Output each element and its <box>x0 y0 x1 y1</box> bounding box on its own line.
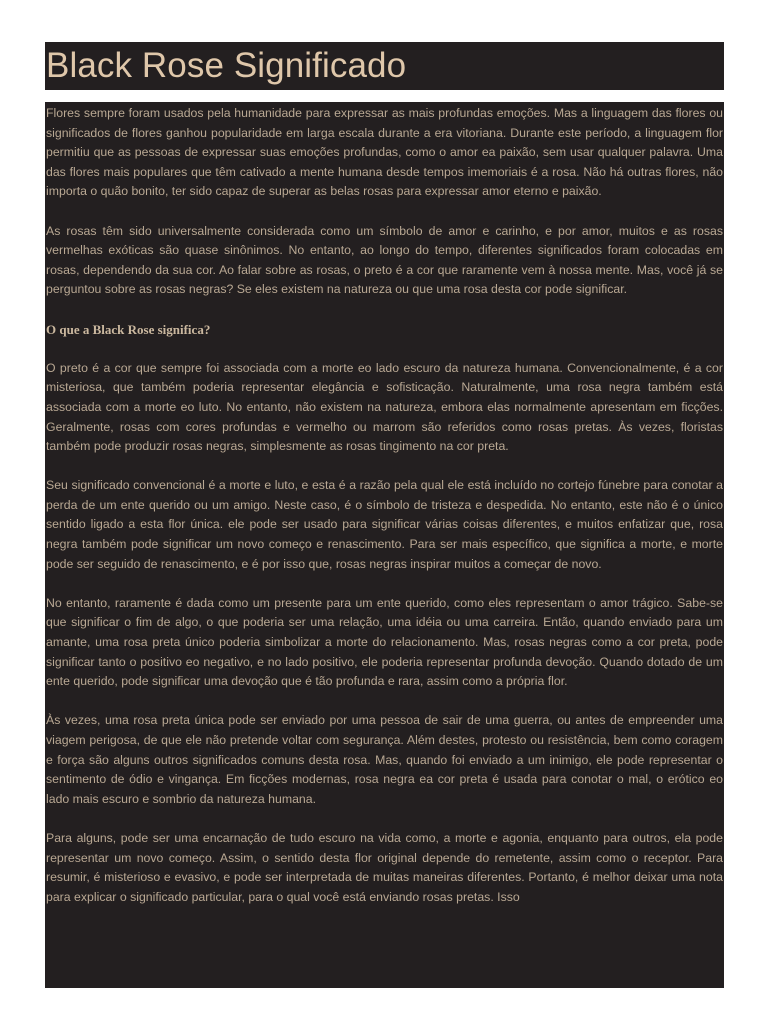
paragraph-war-meaning: Às vezes, uma rosa preta única pode ser enviado por uma pessoa de sair de uma guerra, ou antes de empreender uma viagem perigosa, de que ele não pretende voltar com segurança. Além destes, protesto ou resistência, bem como coragem e força são alguns outros significados comuns desta rosa. Mas, quando foi enviado a um inimigo, ele pode representar o sentimento de ódio e vingança. Em ficções modernas, rosa negra ea cor preta é usada para conotar o mal, o erótico eo lado mais escuro e sombrio da natureza humana. <box>46 713 723 806</box>
section-heading: O que a Black Rose significa? <box>46 321 211 337</box>
paragraph-rose-symbolism: As rosas têm sido universalmente considerada como um símbolo de amor e carinho, e por amor, muitos e as rosas vermelhas exóticas são quase sinônimos. No entanto, ao longo do tempo, diferentes significados foram colocadas em rosas, dependendo da sua cor. Ao falar sobre as rosas, o preto é a cor que raramente vem à nossa mente. Mas, você já se perguntou sobre as rosas negras? Se eles existem na natureza ou que uma rosa desta cor pode significar. <box>46 223 723 297</box>
page-title: Black Rose Significado <box>46 46 407 85</box>
paragraph-conclusion: Para alguns, pode ser uma encarnação de tudo escuro na vida como, a morte e agonia, enquanto para outros, ela pode representar um novo começo. Assim, o sentido desta flor original depende do remetente, assim como o receptor. Para resumir, é misterioso e evasivo, e pode ser interpretada de muitas maneiras diferentes. Portanto, é melhor deixar uma nota para explicar o significado particular, para o qual você está enviando rosas pretas. Isso <box>46 830 723 904</box>
paragraph-gift: No entanto, raramente é dada como um presente para um ente querido, como eles representam o amor trágico. Sabe-se que significar o fim de algo, o que poderia ser uma relação, uma idéia ou uma carreira. Então, quando enviado para um amante, uma rosa preta único poderia simbolizar a morte do relacionamento. Mas, rosas negras como a cor preta, pode significar tanto o positivo eo negativo, e no lado positivo, ele poderia representar profunda devoção. Quando dotado de um ente querido, pode significar uma devoção que é tão profunda e rara, assim como a própria flor. <box>46 595 723 689</box>
article-body <box>45 102 724 988</box>
paragraph-black-color: O preto é a cor que sempre foi associada com a morte eo lado escuro da natureza humana. Convencionalmente, é a cor misteriosa, que também poderia representar elegância e sofisticação. Naturalmente, uma rosa negra também está associada com a morte eo luto. No entanto, não existem na natureza, embora elas normalmente apresentam em ficções. Geralmente, rosas com cores profundas e vermelho ou marrom são referidos como rosas pretas. Às vezes, floristas também pode produzir rosas negras, simplesmente as rosas tingimento na cor preta. <box>46 360 723 454</box>
paragraph-conventional-meaning: Seu significado convencional é a morte e luto, e esta é a razão pela qual ele está incluído no cortejo fúnebre para conotar a perda de um ente querido ou um amigo. Neste caso, é o símbolo de tristeza e despedida. No entanto, este não é o único sentido ligado a esta flor única. ele pode ser usado para significar várias coisas diferentes, e muitos enfatizar que, rosa negra também pode significar um novo começo e renascimento. Para ser mais específico, que significa a morte, e morte pode ser seguido de renascimento, e é por isso que, rosas negras inspirar muitos a começar de novo. <box>46 478 723 571</box>
paragraph-intro: Flores sempre foram usados pela humanidade para expressar as mais profundas emoções. Mas a linguagem das flores ou significados de flores ganhou popularidade em larga escala durante a era vitoriana. Durante este período, a linguagem flor permitiu que as pessoas de expressar suas emoções profundas, como o amor ea paixão, sem usar qualquer palavra. Uma das flores mais populares que têm cativado a mente humana desde tempos imemoriais é a rosa. Não há outras flores, não importa o quão bonito, ter sido capaz de superar as belas rosas para expressar amor eterno e paixão. <box>46 106 723 199</box>
title-bar <box>45 42 724 90</box>
